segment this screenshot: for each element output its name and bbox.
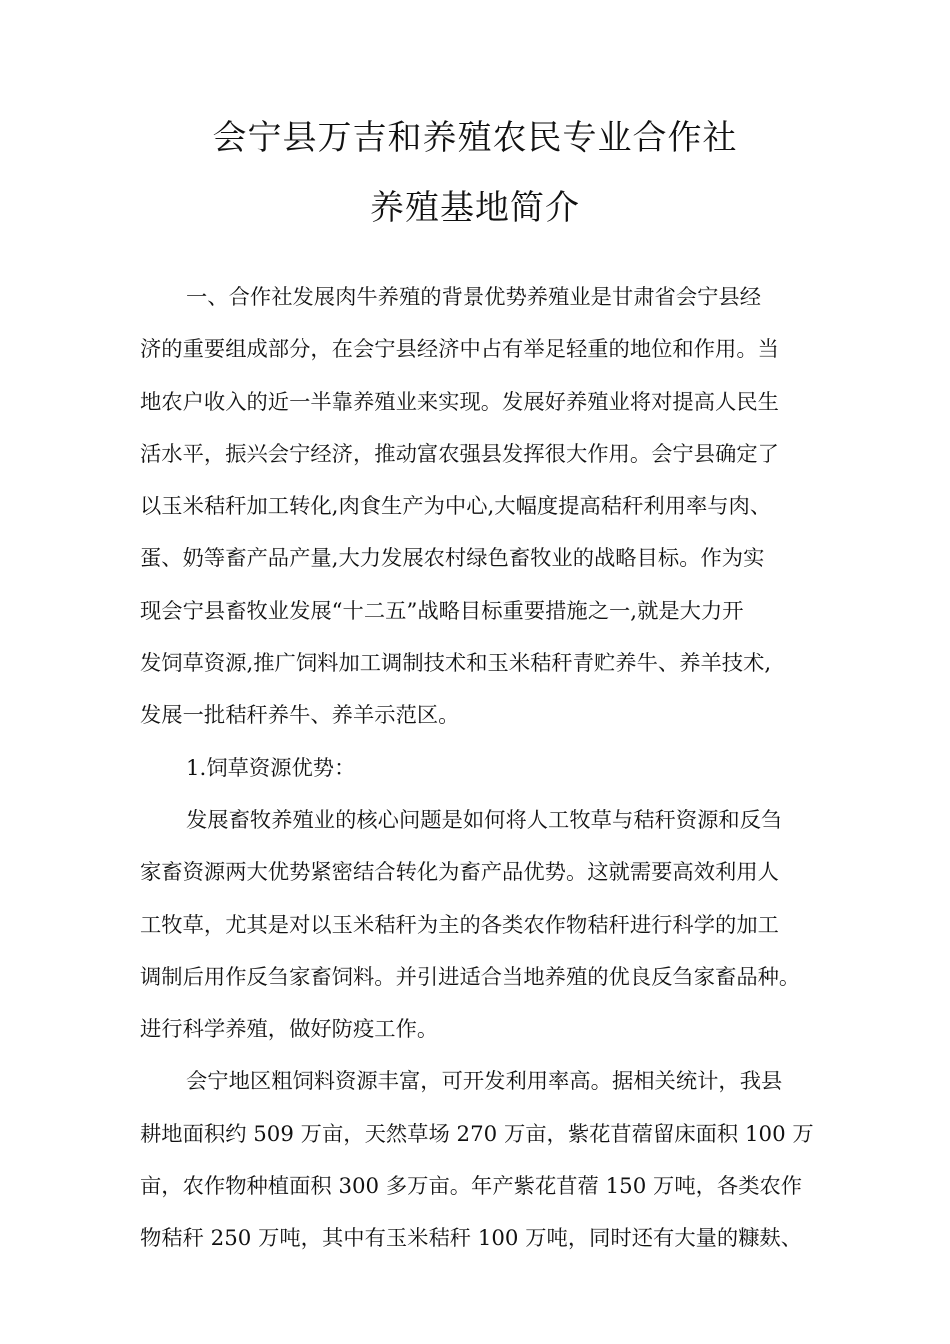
text-line: 会宁地区粗饲料资源丰富，可开发利用率高。据相关统计，我县 bbox=[186, 1069, 783, 1095]
text-line: 现会宁县畜牧业发展“十二五”战略目标重要措施之一,就是大力开 bbox=[140, 598, 744, 624]
text-line: 耕地面积约 509 万亩，天然草场 270 万亩，紫花苜蓿留床面积 100 万 bbox=[140, 1121, 814, 1147]
text-line: 进行科学养殖，做好防疫工作。 bbox=[140, 1017, 439, 1043]
text-line: 调制后用作反刍家畜饲料。并引进适合当地养殖的优良反刍家畜品种。 bbox=[140, 964, 801, 990]
text-line: 蛋、奶等畜产品产量,大力发展农村绿色畜牧业的战略目标。作为实 bbox=[140, 546, 765, 572]
text-line: 发饲草资源,推广饲料加工调制技术和玉米秸秆青贮养牛、养羊技术, bbox=[140, 651, 772, 677]
text-line: 发展畜牧养殖业的核心问题是如何将人工牧草与秸秆资源和反刍 bbox=[186, 807, 783, 833]
text-line: 活水平，振兴会宁经济，推动富农强县发挥很大作用。会宁县确定了 bbox=[140, 441, 779, 467]
section-heading: 1.饲草资源优势： bbox=[186, 755, 356, 781]
document-title: 会宁县万吉和养殖农民专业合作社 bbox=[212, 118, 738, 158]
document-subtitle: 养殖基地简介 bbox=[370, 188, 580, 228]
text-line: 家畜资源两大优势紧密结合转化为畜产品优势。这就需要高效利用人 bbox=[140, 860, 779, 886]
text-line: 以玉米秸秆加工转化,肉食生产为中心,大幅度提高秸秆利用率与肉、 bbox=[140, 494, 772, 520]
text-line: 发展一批秸秆养牛、养羊示范区。 bbox=[140, 703, 460, 729]
text-line: 亩，农作物种植面积 300 多万亩。年产紫花苜蓿 150 万吨，各类农作 bbox=[140, 1174, 803, 1200]
text-line: 物秸秆 250 万吨，其中有玉米秸秆 100 万吨，同时还有大量的糠麸、 bbox=[140, 1226, 803, 1252]
document-body bbox=[140, 272, 830, 1266]
text-line: 工牧草，尤其是对以玉米秸秆为主的各类农作物秸秆进行科学的加工 bbox=[140, 912, 779, 938]
text-line: 地农户收入的近一半靠养殖业来实现。发展好养殖业将对提高人民生 bbox=[140, 389, 779, 415]
text-line: 济的重要组成部分，在会宁县经济中占有举足轻重的地位和作用。当 bbox=[140, 337, 779, 363]
text-line: 一、合作社发展肉牛养殖的背景优势养殖业是甘肃省会宁县经 bbox=[186, 285, 762, 310]
